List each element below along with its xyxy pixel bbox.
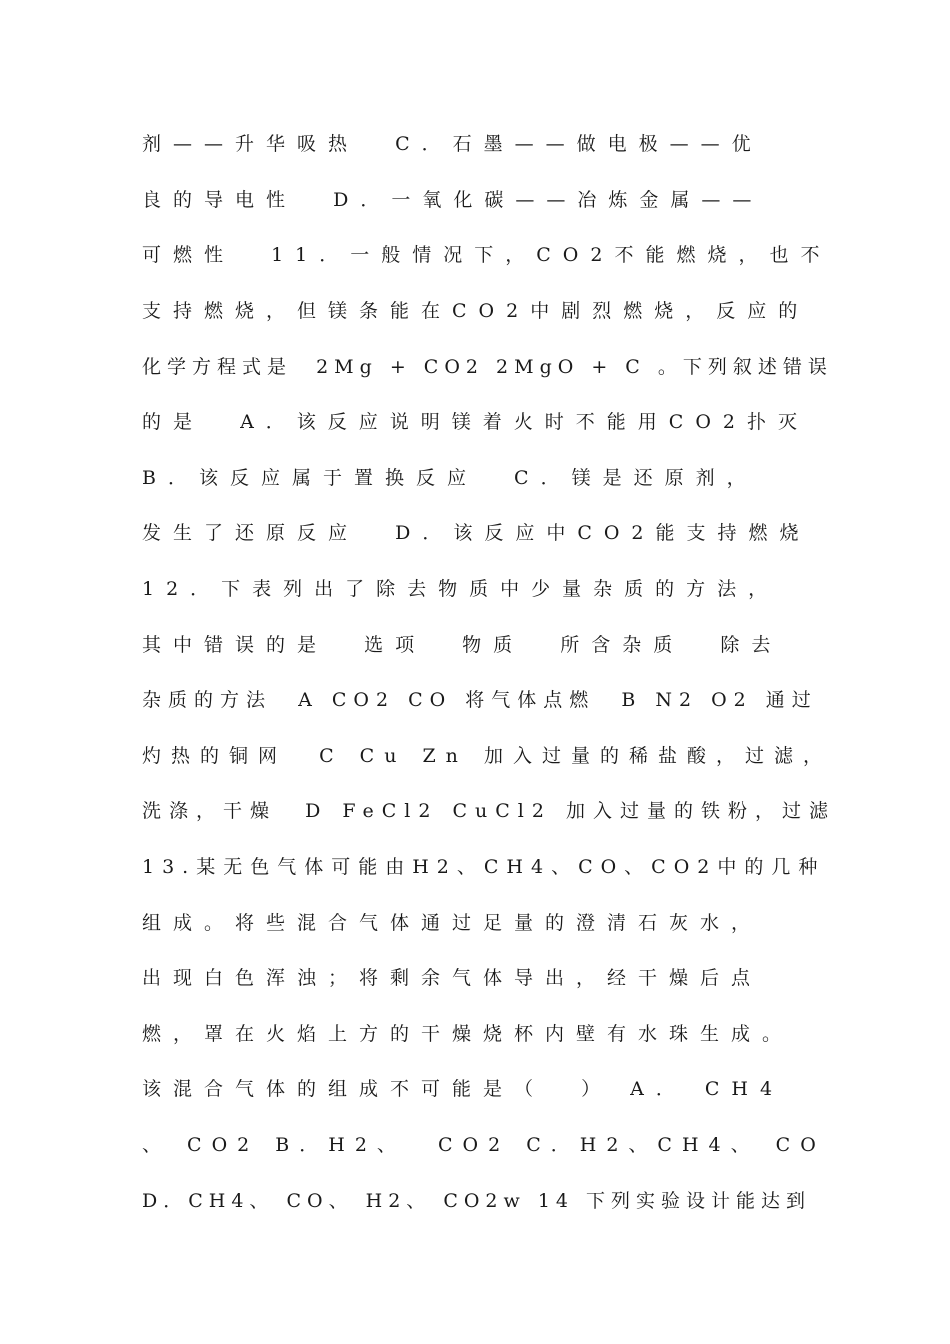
text-line: 支持燃烧，但镁条能在CO2中剧烈燃烧，反应的 <box>142 300 810 322</box>
text-line: 发生了还原反应 D．该反应中CO2能支持燃烧 <box>142 522 811 544</box>
text-line: 、 CO2 B．H2、 CO2 C．H2、CH4、 CO <box>142 1134 826 1156</box>
text-line: 其中错误的是 选项 物质 所含杂质 除去 <box>142 634 783 656</box>
text-line: 出现白色浑浊；将剩余气体导出，经干燥后点 <box>142 967 763 989</box>
text-line: 的是 A．该反应说明镁着火时不能用CO2扑灭 <box>142 411 810 433</box>
text-line: B．该反应属于置换反应 C．镁是还原剂， <box>142 467 758 489</box>
text-line: 剂——升华吸热 C．石墨——做电极——优 <box>142 133 763 155</box>
text-line: D．CH4、 CO、 H2、 CO2w 14 下列实验设计能达到 <box>142 1190 812 1212</box>
text-line: 该混合气体的组成不可能是（ ） A． CH4 <box>142 1078 785 1100</box>
text-line: 燃，罩在火焰上方的干燥烧杯内壁有水珠生成。 <box>142 1023 794 1045</box>
text-line: 13.某无色气体可能由H2、CH4、CO、CO2中的几种 <box>142 856 826 878</box>
text-line: 组成。将些混合气体通过足量的澄清石灰水， <box>142 912 763 934</box>
text-line: 杂质的方法 A CO2 CO 将气体点燃 B N2 O2 通过 <box>142 689 818 711</box>
text-line: 良的导电性 D．一氧化碳——冶炼金属—— <box>142 189 764 211</box>
text-line: 12．下表列出了除去物质中少量杂质的方法， <box>142 578 780 600</box>
text-line: 化学方程式是 2Mg + CO2 2MgO + C 。下列叙述错误 <box>142 356 833 378</box>
text-line: 可燃性 11．一般情况下，CO2不能燃烧，也不 <box>142 244 832 266</box>
text-line: 洗涤，干燥 D FeCl2 CuCl2 加入过量的铁粉，过滤 <box>142 800 836 822</box>
text-line: 灼热的铜网 C Cu Zn 加入过量的稀盐酸，过滤， <box>142 745 832 767</box>
